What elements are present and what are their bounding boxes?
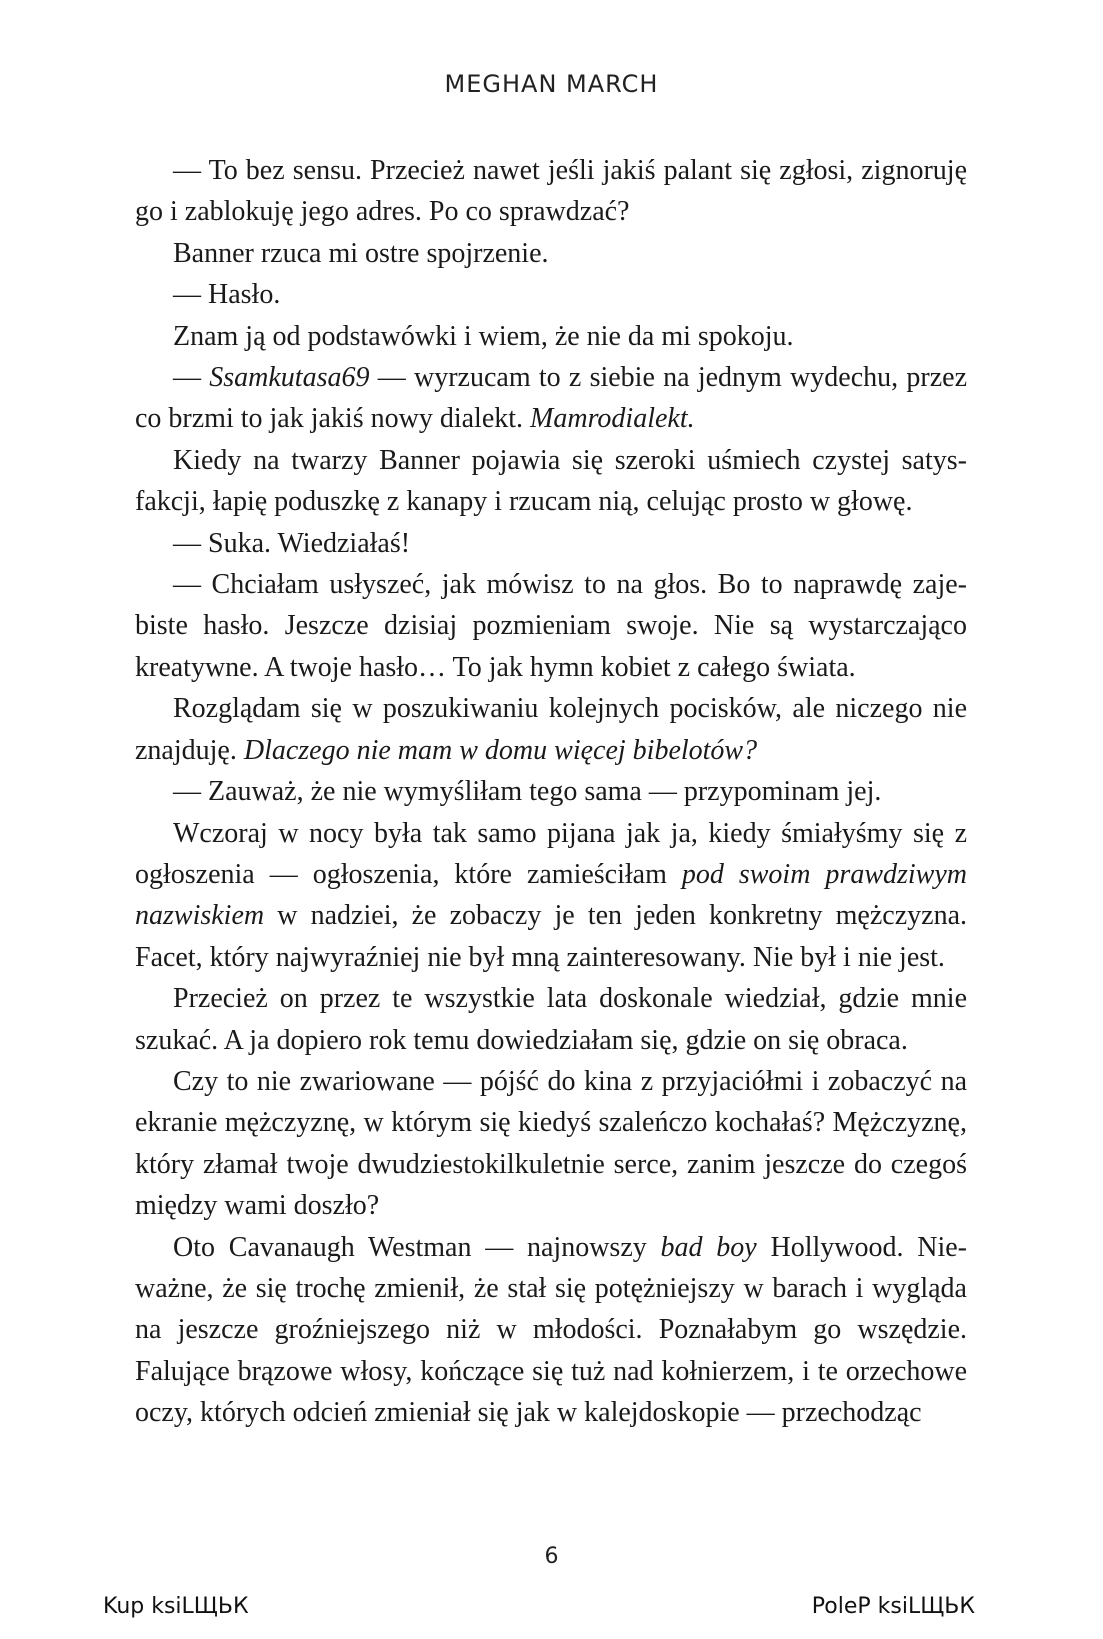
text-run: — (173, 362, 210, 394)
paragraph (135, 523, 967, 564)
text-run: — Suka. Wiedziałaś! (173, 527, 411, 559)
text-run: Kiedy na twarzy Banner pojawia się szeroki uśmiech czystej satysfakcji, łapię poduszkę z kanapy i rzucam nią, celując prosto w głowę. (135, 444, 967, 518)
paragraph (135, 978, 967, 1061)
paragraph (135, 440, 967, 523)
text-run: Czy to nie zwariowane — pójść do kina z przyjaciółmi i zobaczyć na ekranie mężczyznę, w którym się kiedyś szaleńczo kochałaś? Mężczyznę, który złamał twoje dwudziestokilkuletnie serce, zanim jeszcze do czegoś między wami doszło? (135, 1065, 967, 1222)
paragraph (135, 1061, 967, 1227)
paragraph (135, 274, 967, 315)
text-run: Oto Cavanaugh Westman — najnowszy (173, 1231, 661, 1263)
paragraph (135, 688, 967, 771)
buy-book-link[interactable]: Kup ksiLЩЬК (103, 1594, 249, 1619)
text-run: Wczoraj w nocy była tak samo pijana jak ja, kiedy śmiałyśmy się z ogłoszenia — ogłoszenia, które zamieściłam (135, 817, 967, 890)
recommend-book-link[interactable]: PoleP ksiLЩЬК (811, 1594, 975, 1619)
paragraph (135, 1227, 967, 1434)
italic-text: Dlaczego nie mam w domu więcej bibelotów? (243, 734, 758, 766)
paragraph (135, 150, 967, 233)
paragraph (135, 357, 967, 440)
text-run: Rozglądam się w poszukiwaniu kolejnych pocisków, ale niczego nie znajduję. (135, 693, 967, 766)
running-head: MEGHAN MARCH (444, 70, 659, 98)
text-run: w nadziei, że zobaczy je ten jeden konkretny mężczyzna. Facet, który najwyraźniej nie był mną zainteresowany. Nie był i nie jest. (135, 900, 967, 973)
paragraph (135, 771, 967, 812)
text-run: Banner rzuca mi ostre spojrzenie. (173, 237, 549, 269)
italic-text: Mamrodialekt. (530, 403, 695, 435)
paragraph (135, 813, 967, 979)
paragraph (135, 233, 967, 274)
italic-text: bad boy (660, 1231, 757, 1263)
body-text (135, 150, 967, 1434)
text-run: Przecież on przez te wszystkie lata doskonale wiedział, gdzie mnie szukać. A ja dopiero rok temu dowiedziałam się, gdzie on się obraca. (135, 983, 967, 1056)
text-run: — Hasło. (173, 279, 281, 311)
page-number: 6 (544, 1544, 559, 1569)
text-run: — Zauważ, że nie wymyśliłam tego sama — przypominam jej. (173, 776, 882, 808)
paragraph (135, 316, 967, 357)
text-run: — Chciałam usłyszeć, jak mówisz to na głos. Bo to naprawdę zajebiste hasło. Jeszcze dzisiaj pozmieniam swoje. Nie są wystarczająco kreatywne. A twoje hasło… To jak hymn kobiet z całego świata. (135, 569, 967, 683)
text-run: — wyrzucam to z siebie na jednym wydechu, przez co brzmi to jak jakiś nowy dialekt. (135, 362, 968, 435)
text-run: Znam ją od podstawówki i wiem, że nie da mi spokoju. (173, 320, 794, 352)
text-run: Hollywood. Nieważne, że się trochę zmienił, że stał się potężniejszy w barach i wygląda na jeszcze groźniejszego niż w młodości. Poznałabym go wszędzie. Falujące brązowe włosy, kończące się tuż nad kołnierzem, i te orzechowe oczy, których odcień zmieniał się jak w kalejdoskopie — przechodząc (135, 1231, 967, 1429)
italic-text: pod swoim prawdziwym nazwiskiem (135, 858, 967, 932)
paragraph (135, 564, 967, 688)
text-run: — To bez sensu. Przecież nawet jeśli jakiś palant się zgłosi, zignoruję go i zablokuję jego adres. Po co sprawdzać? (135, 155, 967, 228)
italic-text: Ssamkutasa69 (209, 362, 370, 394)
